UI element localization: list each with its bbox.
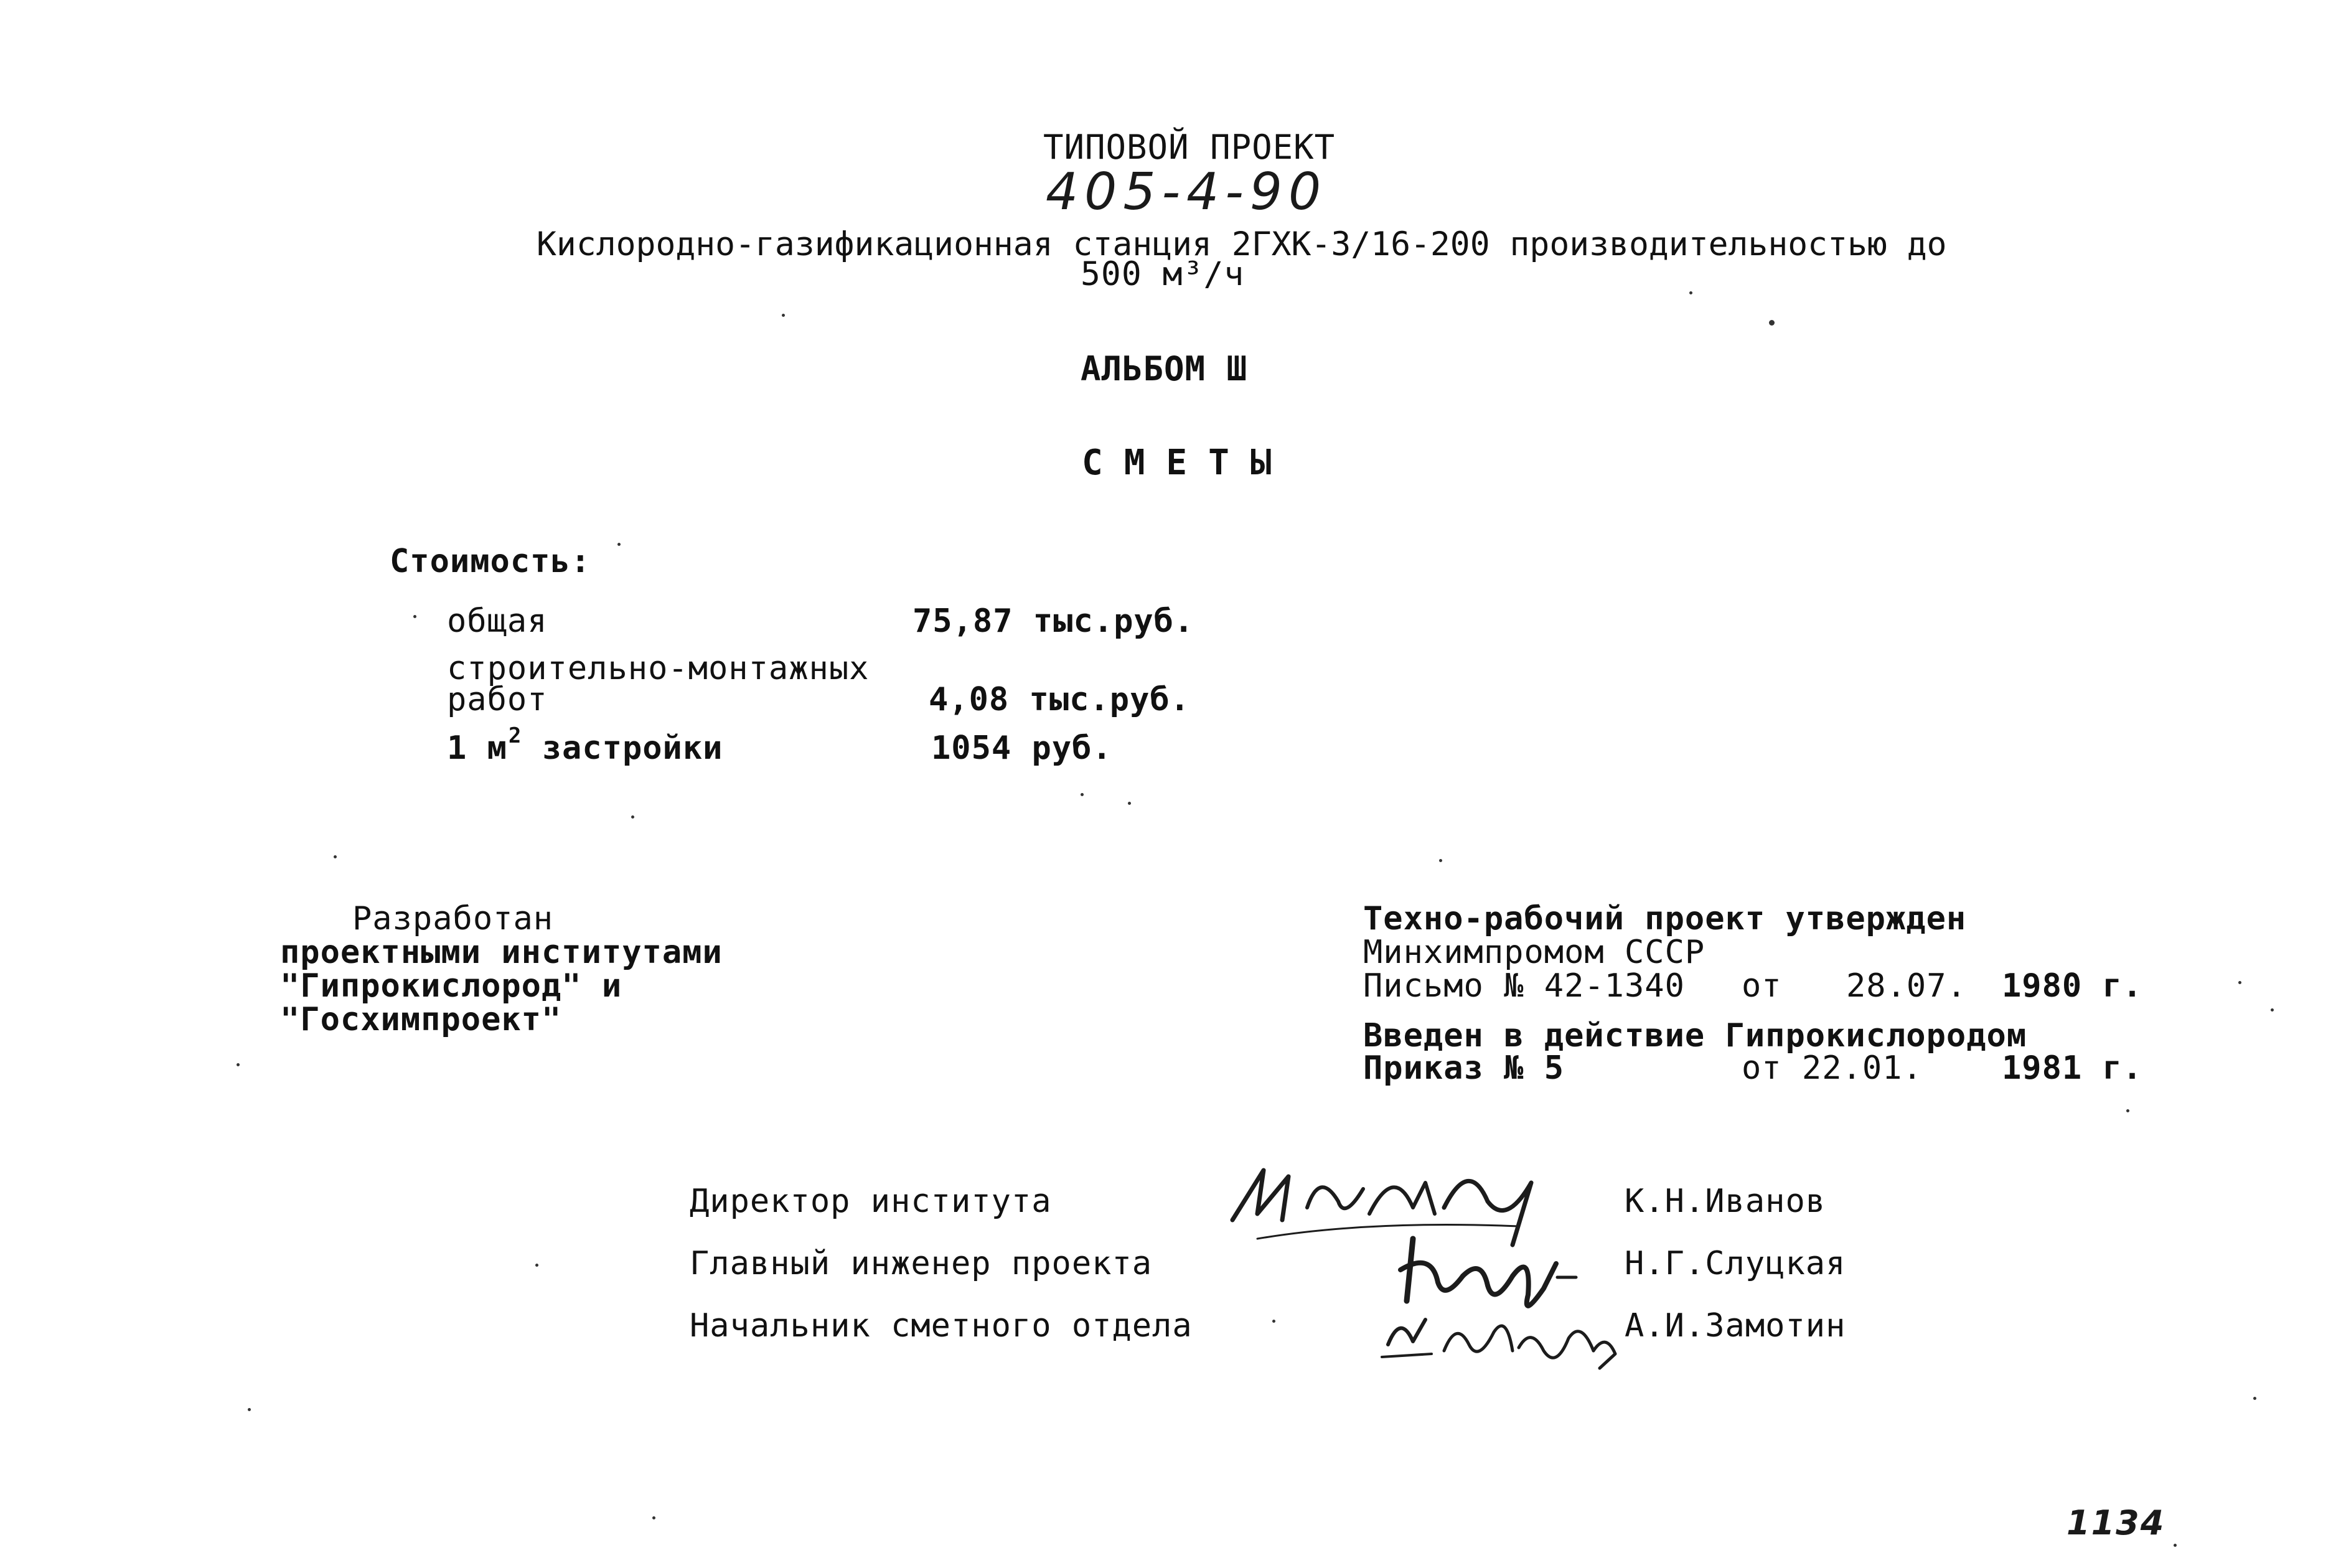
scan-speck <box>2238 981 2241 984</box>
order-date: от 22.01. <box>1742 1049 1923 1087</box>
approval-letter-year: 1980 г. <box>2002 967 2143 1005</box>
scan-speck <box>1081 793 1084 796</box>
cost-heading: Стоимость: <box>390 543 591 580</box>
scan-speck <box>617 543 621 546</box>
scan-speck <box>1439 859 1442 862</box>
section-title: СМЕТЫ <box>1082 443 1293 483</box>
scan-speck <box>248 1408 251 1411</box>
cost-construction-label-cont: работ <box>447 681 548 718</box>
cost-total-value: 75,87 тыс.руб. <box>912 603 1194 640</box>
signatory-role-estimate-head: Начальник сметного отдела <box>690 1307 1193 1345</box>
approval-letter-number: Письмо № 42-1340 <box>1363 967 1685 1005</box>
signatory-name-director: К.Н.Иванов <box>1625 1183 1826 1220</box>
scan-speck <box>1769 320 1775 326</box>
project-type-label: ТИПОВОЙ ПРОЕКТ <box>1043 128 1336 167</box>
cost-per-sqm-suffix: застройки <box>542 730 723 767</box>
cost-per-sqm-value: 1054 руб. <box>931 730 1112 767</box>
estimate-head-signature <box>1376 1295 1625 1369</box>
signatory-role-chief-engineer: Главный инженер проекта <box>690 1245 1153 1282</box>
approval-line-2: Минхимпромом СССР <box>1363 934 1705 971</box>
cost-per-sqm-power: 2 <box>508 723 522 748</box>
scan-speck <box>237 1063 240 1066</box>
scan-speck <box>1689 291 1692 294</box>
approval-letter-date: 28.07. <box>1846 967 1967 1005</box>
signatory-name-estimate-head: А.И.Замотин <box>1625 1307 1846 1345</box>
cost-per-sqm-prefix: 1 м <box>447 730 507 767</box>
album-label: АЛЬБОМ Ш <box>1081 349 1248 388</box>
project-title-capacity: 500 м³/ч <box>1081 255 1245 293</box>
signatory-name-chief-engineer: Н.Г.Слуцкая <box>1625 1245 1846 1282</box>
developed-line-4: "Госхимпроект" <box>280 1001 562 1038</box>
cost-per-sqm-label <box>447 723 723 767</box>
scan-speck <box>2174 1544 2177 1547</box>
developed-line-3: "Гипрокислород" и <box>280 967 622 1005</box>
scan-speck <box>413 615 416 618</box>
cost-construction-value: 4,08 тыс.руб. <box>929 681 1190 718</box>
signatory-role-director: Директор института <box>690 1183 1052 1220</box>
scan-speck <box>535 1264 538 1267</box>
scan-speck <box>652 1516 655 1519</box>
page-mark: 1134 <box>2067 1503 2165 1542</box>
scan-speck <box>2253 1397 2256 1400</box>
developed-line-2: проектными институтами <box>280 934 723 971</box>
scan-speck <box>631 815 634 819</box>
scan-speck <box>2271 1008 2274 1012</box>
approval-line-1: Техно-рабочий проект утвержден <box>1363 900 1967 937</box>
scan-speck <box>1128 802 1131 805</box>
cost-construction-label: строительно-монтажных <box>447 650 870 687</box>
enacted-line: Введен в действие Гипрокислородом <box>1363 1017 2027 1054</box>
scan-speck <box>782 314 785 317</box>
developed-line-1: Разработан <box>352 900 554 937</box>
scan-speck <box>1272 1320 1275 1323</box>
order-number: Приказ № 5 <box>1363 1049 1565 1087</box>
approval-letter-from: от <box>1742 967 1782 1005</box>
scan-speck <box>2126 1109 2129 1112</box>
scan-speck <box>334 855 337 858</box>
project-title: Кислородно-газификационная станция 2ГХК-3/16-200 производительностью до <box>537 225 1947 263</box>
cost-total-label: общая <box>447 603 548 640</box>
order-year: 1981 г. <box>2002 1049 2143 1087</box>
project-number: 405-4-90 <box>1046 162 1328 222</box>
